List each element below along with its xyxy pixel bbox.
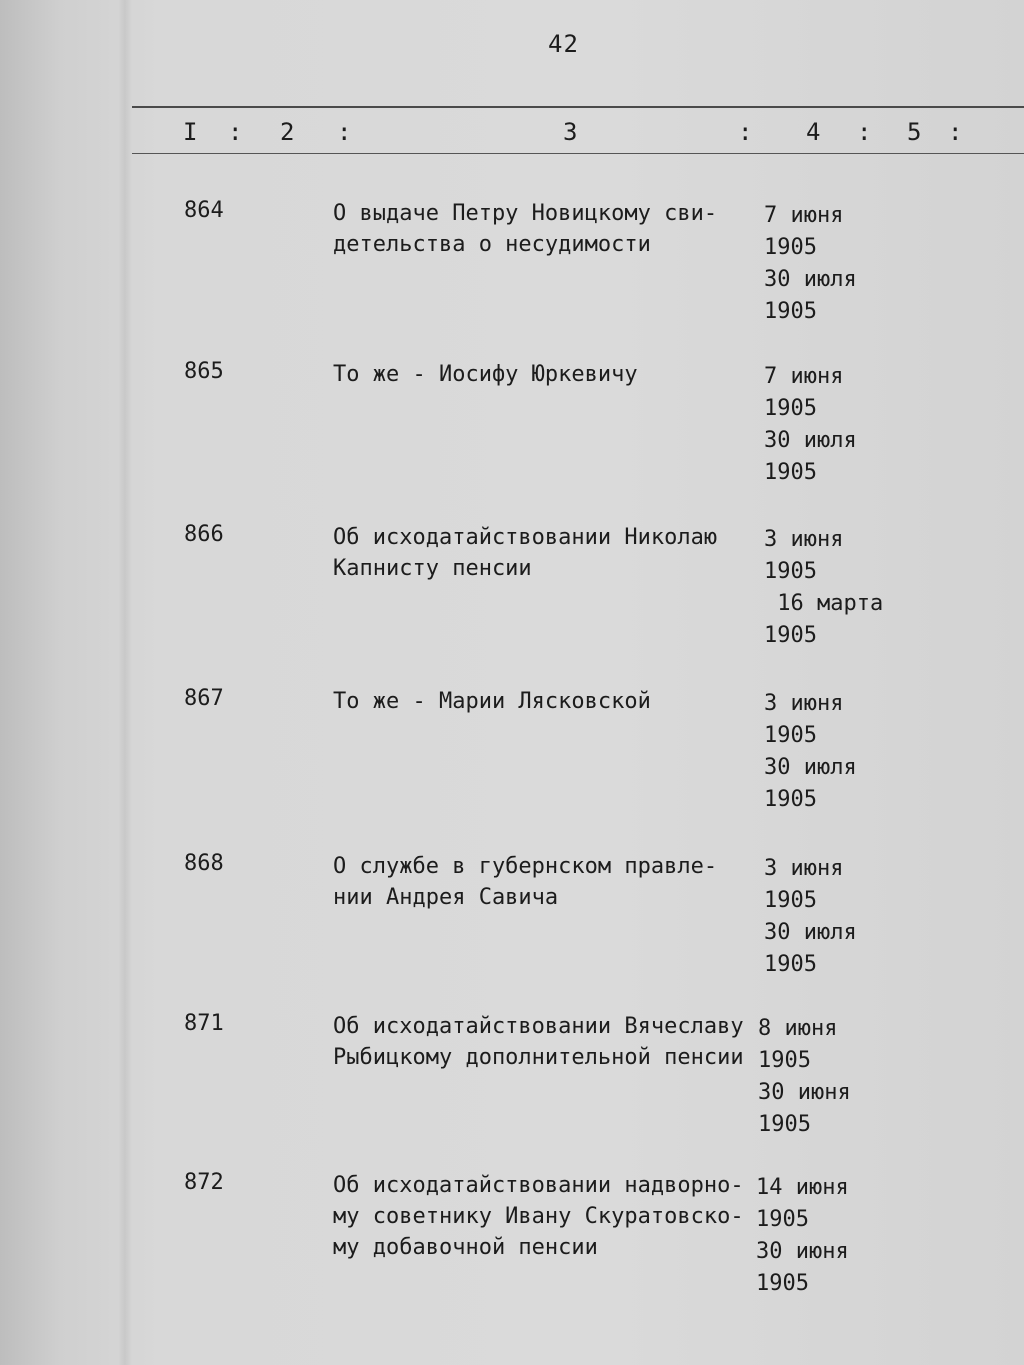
record-dates bbox=[758, 1013, 851, 1141]
header-col-5: 5 bbox=[907, 118, 922, 146]
record-dates bbox=[764, 524, 883, 652]
record-title: То же - Иосифу Юркевичу bbox=[333, 362, 638, 387]
header-col-2: 2 bbox=[280, 118, 295, 146]
header-separator: : bbox=[228, 118, 243, 146]
end-year: 1905 bbox=[758, 1112, 811, 1137]
header-top-rule bbox=[132, 106, 1024, 108]
header-col-1: I bbox=[183, 118, 198, 146]
record-title: Об исходатайствовании надворно- му советнику Ивану Скуратовско- му добавочной пенсии bbox=[333, 1173, 744, 1260]
end-date: 30 июля bbox=[764, 920, 857, 945]
end-date: 30 июля bbox=[764, 755, 857, 780]
end-year: 1905 bbox=[764, 952, 817, 977]
header-separator: : bbox=[738, 118, 753, 146]
start-date: 3 июня bbox=[764, 527, 844, 552]
record-dates bbox=[764, 200, 857, 328]
record-title: То же - Марии Лясковской bbox=[333, 689, 651, 714]
end-date: 30 июля bbox=[764, 428, 857, 453]
header-separator: : bbox=[857, 118, 872, 146]
start-year: 1905 bbox=[764, 888, 817, 913]
end-date: 30 июня bbox=[758, 1080, 851, 1105]
end-year: 1905 bbox=[764, 460, 817, 485]
record-entry bbox=[0, 1011, 1024, 1161]
end-year: 1905 bbox=[764, 299, 817, 324]
record-number: 872 bbox=[184, 1170, 224, 1195]
record-entry bbox=[0, 522, 1024, 672]
start-date: 14 июня bbox=[756, 1175, 849, 1200]
start-year: 1905 bbox=[764, 396, 817, 421]
record-number: 866 bbox=[184, 522, 224, 547]
record-number: 868 bbox=[184, 851, 224, 876]
start-date: 8 июня bbox=[758, 1016, 838, 1041]
record-dates bbox=[756, 1172, 849, 1300]
header-col-4: 4 bbox=[806, 118, 821, 146]
header-col-3: 3 bbox=[563, 118, 578, 146]
page-number: 42 bbox=[548, 30, 579, 58]
end-year: 1905 bbox=[764, 787, 817, 812]
header-separator: : bbox=[337, 118, 352, 146]
start-year: 1905 bbox=[756, 1207, 809, 1232]
record-dates bbox=[764, 688, 857, 816]
end-year: 1905 bbox=[764, 623, 817, 648]
header-bottom-rule bbox=[132, 153, 1024, 154]
record-dates bbox=[764, 853, 857, 981]
record-dates bbox=[764, 361, 857, 489]
record-title: Об исходатайствовании Вячеславу Рыбицкому дополнительной пенсии bbox=[333, 1014, 744, 1070]
record-entry bbox=[0, 198, 1024, 348]
start-year: 1905 bbox=[758, 1048, 811, 1073]
record-title: О выдаче Петру Новицкому сви- детельства о несудимости bbox=[333, 201, 718, 257]
record-number: 864 bbox=[184, 198, 224, 223]
record-entry bbox=[0, 851, 1024, 1001]
start-date: 3 июня bbox=[764, 856, 844, 881]
record-entry bbox=[0, 686, 1024, 836]
start-year: 1905 bbox=[764, 559, 817, 584]
end-date: 30 июня bbox=[756, 1239, 849, 1264]
end-year: 1905 bbox=[756, 1271, 809, 1296]
start-year: 1905 bbox=[764, 235, 817, 260]
start-year: 1905 bbox=[764, 723, 817, 748]
start-date: 7 июня bbox=[764, 203, 844, 228]
record-number: 867 bbox=[184, 686, 224, 711]
record-entry bbox=[0, 359, 1024, 509]
end-date: 30 июля bbox=[764, 267, 857, 292]
header-separator: : bbox=[948, 118, 963, 146]
start-date: 7 июня bbox=[764, 364, 844, 389]
record-number: 865 bbox=[184, 359, 224, 384]
record-entry bbox=[0, 1170, 1024, 1320]
start-date: 3 июня bbox=[764, 691, 844, 716]
end-date: 16 марта bbox=[764, 591, 884, 616]
record-number: 871 bbox=[184, 1011, 224, 1036]
record-title: О службе в губернском правле- нии Андрея Савича bbox=[333, 854, 718, 910]
record-title: Об исходатайствовании Николаю Капнисту пенсии bbox=[333, 525, 718, 581]
